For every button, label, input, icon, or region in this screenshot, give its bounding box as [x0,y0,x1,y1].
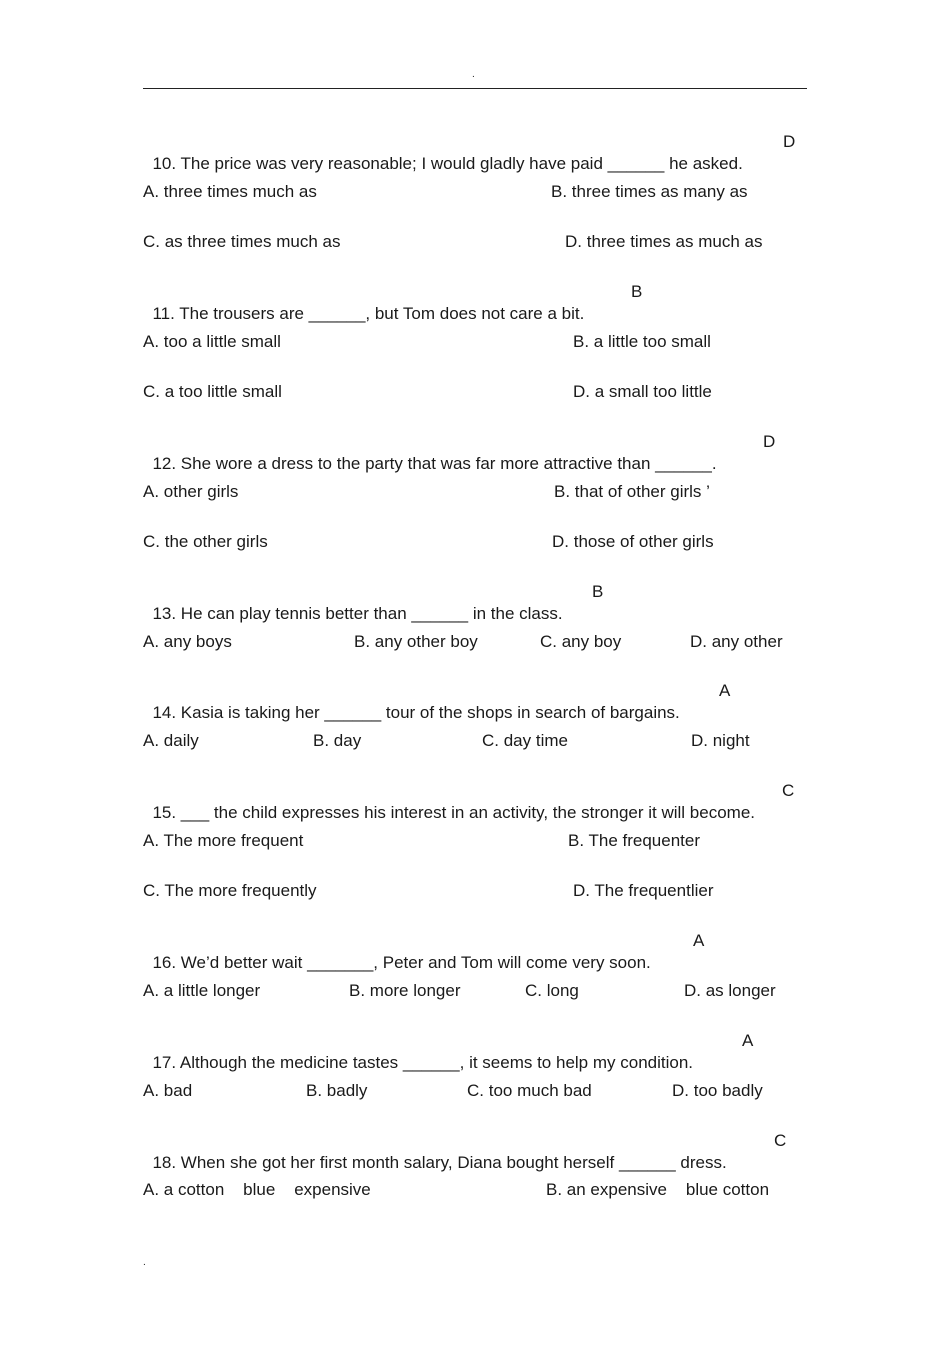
question-10 [143,131,743,173]
question-14 [143,680,680,722]
option-a: A. any boys [143,632,232,651]
option-d: D. a small too little [573,382,712,401]
question-stem: 15. ___ the child expresses his interest in an activity, the stronger it will become. [152,803,755,822]
question-stem: 17. Although the medicine tastes ______, it seems to help my condition. [152,1053,694,1072]
question-stem: 11. The trousers are ______, but Tom does not care a bit. [152,304,585,323]
option-a: A. The more frequent [143,831,304,850]
option-c: C. any boy [540,632,622,651]
option-c: C. day time [482,731,568,750]
question-11 [143,281,585,323]
option-a: A. bad [143,1081,193,1100]
answer-key: B [631,282,643,301]
option-b: B. that of other girls ’ [554,482,710,501]
option-a: A. a cotton blue expensive [143,1180,371,1199]
answer-key: A [693,931,705,950]
question-stem: 16. We’d better wait _______, Peter and Tom will come very soon. [152,953,651,972]
option-c: C. The more frequently [143,881,317,900]
question-15 [143,780,755,822]
question-17 [143,1030,694,1072]
option-b: B. any other boy [354,632,478,651]
answer-key: C [774,1131,787,1150]
option-b: B. a little too small [573,332,711,351]
answer-key: D [763,432,776,451]
question-12 [143,431,717,473]
option-b: B. more longer [349,981,461,1000]
option-a: A. too a little small [143,332,281,351]
answer-key: B [592,582,604,601]
option-d: D. night [691,731,750,750]
option-b: B. an expensive blue cotton [546,1180,770,1199]
option-c: C. long [525,981,579,1000]
option-d: D. too badly [672,1081,763,1100]
question-stem: 10. The price was very reasonable; I would gladly have paid ______ he asked. [152,154,743,173]
header-rule [143,88,807,89]
option-a: A. three times much as [143,182,317,201]
question-16 [143,930,651,972]
question-stem: 14. Kasia is taking her ______ tour of the shops in search of bargains. [152,703,680,722]
option-d: D. those of other girls [552,532,714,551]
answer-key: D [783,132,796,151]
option-b: B. three times as many as [551,182,748,201]
question-13 [143,581,563,623]
option-d: D. as longer [684,981,776,1000]
option-c: C. too much bad [467,1081,592,1100]
option-a: A. other girls [143,482,239,501]
option-d: D. The frequentlier [573,881,714,900]
option-a: A. daily [143,731,199,750]
option-c: C. as three times much as [143,232,341,251]
option-c: C. the other girls [143,532,268,551]
header-mark: . [472,69,475,80]
answer-key: A [742,1031,754,1050]
answer-key: C [782,781,795,800]
option-d: D. three times as much as [565,232,763,251]
option-b: B. badly [306,1081,368,1100]
question-stem: 12. She wore a dress to the party that was far more attractive than ______. [152,454,717,473]
question-stem: 13. He can play tennis better than ______ in the class. [152,604,563,623]
option-d: D. any other [690,632,783,651]
footer-mark: . [143,1257,146,1268]
question-stem: 18. When she got her first month salary, Diana bought herself ______ dress. [152,1153,727,1172]
option-a: A. a little longer [143,981,261,1000]
option-c: C. a too little small [143,382,282,401]
question-18 [143,1130,727,1172]
option-b: B. day [313,731,362,750]
option-b: B. The frequenter [568,831,700,850]
answer-key: A [719,681,731,700]
